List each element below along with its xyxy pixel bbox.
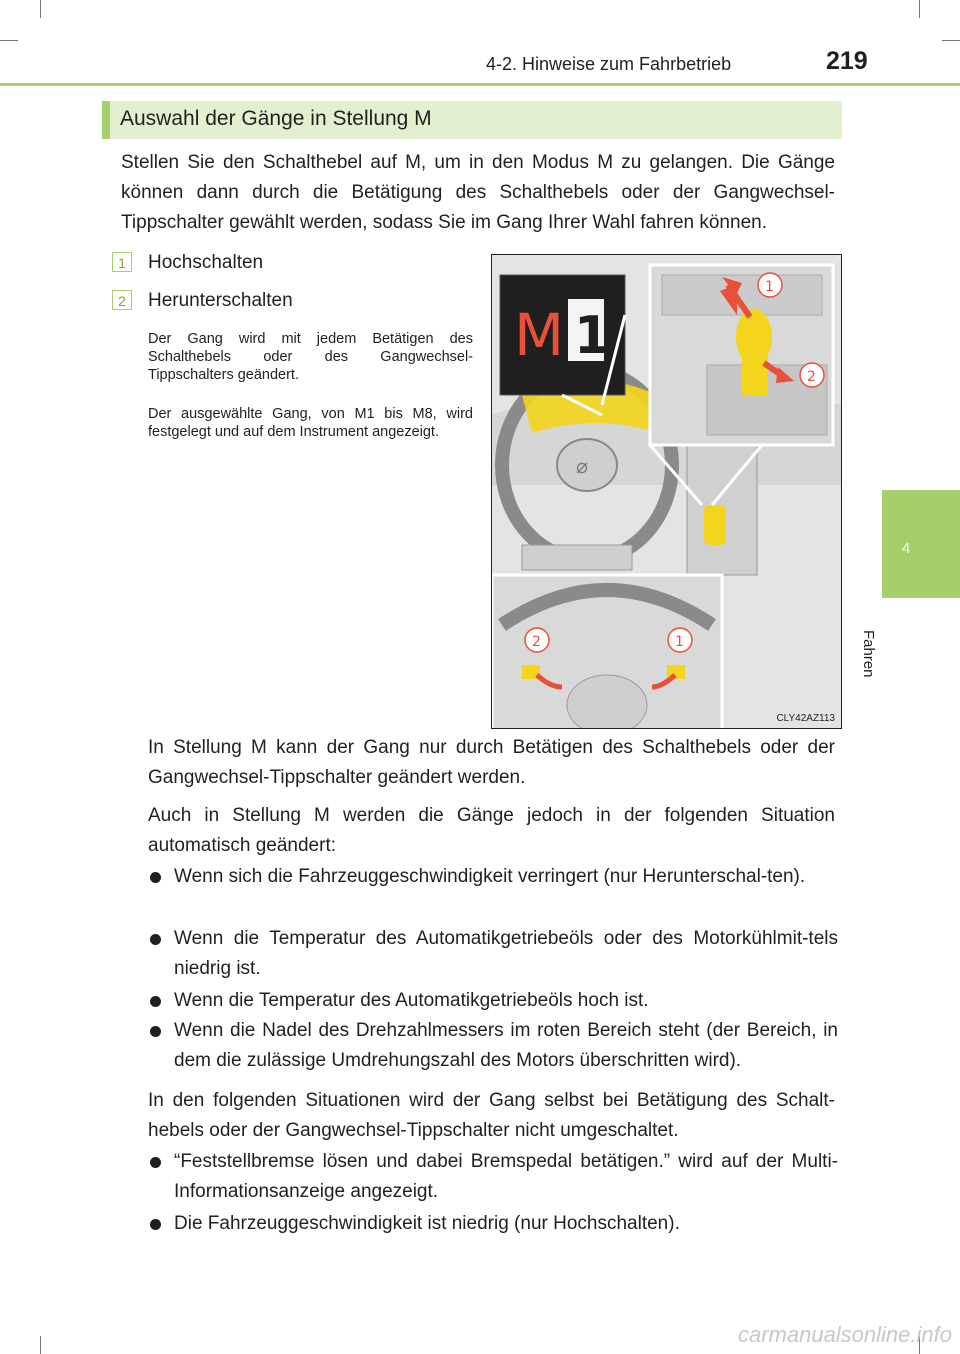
section-heading: Auswahl der Gänge in Stellung M xyxy=(120,107,432,130)
chapter-label: Fahren xyxy=(860,630,877,678)
display-digit: 1 xyxy=(574,306,611,366)
bullet-dot xyxy=(150,1219,161,1230)
bullet-item xyxy=(148,1147,838,1207)
callout-downshift-lever: 2 xyxy=(807,369,816,385)
header-section-title: 4-2. Hinweise zum Fahrbetrieb xyxy=(486,54,732,74)
chapter-tab xyxy=(882,490,960,598)
callout-right-paddle: 1 xyxy=(675,634,684,650)
bullet-text: Die Fahrzeuggeschwindigkeit ist niedrig (nur Hochschalten). xyxy=(174,1213,680,1234)
item-label-upshift: Hochschalten xyxy=(148,252,264,273)
bullet-text: Wenn die Nadel des Drehzahlmessers im roten Bereich steht (der Bereich, in dem die zulässige Umdrehungszahl des Motors überschritten wird). xyxy=(174,1020,838,1071)
bullet-text: Wenn sich die Fahrzeuggeschwindigkeit verringert (nur Herunterschal-ten). xyxy=(174,866,806,887)
header-rule xyxy=(0,83,960,86)
crop-mark xyxy=(919,0,920,18)
callout-upshift-lever: 1 xyxy=(765,279,774,295)
display-letter: M xyxy=(514,301,565,369)
svg-text:⌀: ⌀ xyxy=(576,454,589,478)
bullet-text: Wenn die Temperatur des Automatikgetriebeöls hoch ist. xyxy=(174,990,649,1011)
bullet-dot xyxy=(150,1157,161,1168)
crop-mark xyxy=(0,40,18,41)
paragraph-no-shift: In den folgenden Situationen wird der Gang selbst bei Betätigung des Schalt-hebels oder der Gangwechsel-Tippschalter nicht umgeschaltet. xyxy=(148,1090,835,1141)
intro-paragraph: Stellen Sie den Schalthebel auf M, um in den Modus M zu gelangen. Die Gänge können dann durch die Betätigung des Schalthebels oder der Gangwechsel-Tippschalter gewählt werden, sodass Sie im Gang Ihrer Wahl fahren können. xyxy=(121,152,835,233)
bullet-dot xyxy=(150,872,161,883)
crop-mark xyxy=(942,40,960,41)
item-number-2: 2 xyxy=(112,290,132,310)
bullet-item xyxy=(148,924,838,984)
paragraph-auto-change: Auch in Stellung M werden die Gänge jedoch in der folgenden Situation automatisch geändert: xyxy=(148,805,835,856)
crop-mark xyxy=(40,0,41,18)
shift-illustration xyxy=(491,254,842,729)
note-gear-change: Der Gang wird mit jedem Betätigen des Schalthebels oder des Gangwechsel-Tippschalters geändert. xyxy=(148,331,473,383)
bullet-item xyxy=(148,862,838,892)
bullet-dot xyxy=(150,1026,161,1037)
bullet-dot xyxy=(150,996,161,1007)
figure-code: CLY42AZ113 xyxy=(776,713,835,724)
dashboard-drawing xyxy=(492,255,842,729)
bullet-item xyxy=(148,1016,838,1076)
bullet-dot xyxy=(150,934,161,945)
callout-left-paddle: 2 xyxy=(532,634,541,650)
crop-mark xyxy=(40,1336,41,1354)
bullet-text: Wenn die Temperatur des Automatikgetriebeöls oder des Motorkühlmit-tels niedrig ist. xyxy=(174,928,838,979)
section-heading-bar xyxy=(102,101,842,139)
chapter-number: 4 xyxy=(901,540,911,557)
section-heading-accent xyxy=(102,101,110,139)
watermark: carmanualsonline.info xyxy=(737,1322,952,1347)
item-number-1: 1 xyxy=(112,252,132,272)
bullet-item xyxy=(148,1209,838,1239)
page-number: 219 xyxy=(826,47,868,75)
bullet-text: “Feststellbremse lösen und dabei Bremspedal betätigen.” wird auf der Multi-Informationsanzeige angezeigt. xyxy=(174,1151,838,1202)
bullet-item xyxy=(148,986,838,1016)
item-label-downshift: Herunterschalten xyxy=(148,290,293,311)
paragraph-manual-only: In Stellung M kann der Gang nur durch Betätigen des Schalthebels oder der Gangwechsel-Tippschalter geändert werden. xyxy=(148,737,835,788)
note-gear-display: Der ausgewählte Gang, von M1 bis M8, wird festgelegt und auf dem Instrument angezeigt. xyxy=(148,406,473,440)
